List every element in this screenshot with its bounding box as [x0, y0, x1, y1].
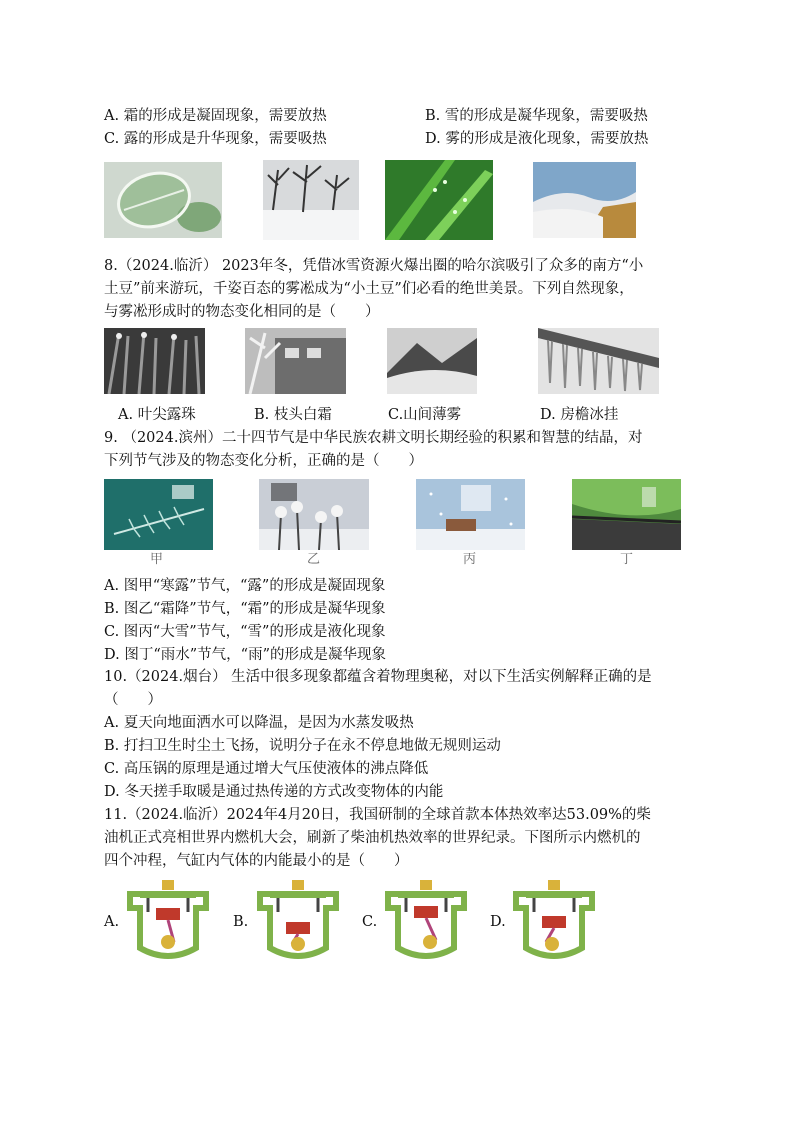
- q9-stem-line-1: 9. （2024.滨州）二十四节气是中华民族农耕文明长期经验的积累和智慧的结晶，对: [104, 430, 643, 446]
- q9-option-a: A. 图甲“寒露”节气，“露”的形成是凝固现象: [104, 578, 386, 594]
- q8-caption-c: C.山间薄雾: [388, 407, 462, 423]
- engine-stroke-d-diagram: [512, 878, 596, 964]
- icicles-photo: [538, 328, 659, 394]
- q9-option-c: C. 图丙“大雪”节气，“雪”的形成是液化现象: [104, 624, 386, 640]
- q10-option-c: C. 高压锅的原理是通过增大气压使液体的沸点降低: [104, 761, 429, 777]
- q8-caption-a: A. 叶尖露珠: [118, 407, 196, 423]
- q10-option-a: A. 夏天向地面洒水可以降温，是因为水蒸发吸热: [104, 715, 414, 731]
- q11-stem-line-3: 四个冲程，气缸内气体的内能最小的是（ ）: [104, 853, 409, 869]
- q10-option-d: D. 冬天搓手取暖是通过热传递的方式改变物体的内能: [104, 784, 444, 800]
- q9-stem-line-2: 下列节气涉及的物态变化分析，正确的是（ ）: [104, 453, 423, 469]
- q10-stem-end: （ ）: [104, 692, 162, 708]
- image-tag-jia: 甲: [150, 552, 164, 567]
- engine-stroke-b-diagram: [256, 878, 340, 964]
- great-snow-solar-term-image: [416, 479, 525, 550]
- snow-trees-photo: [263, 160, 359, 240]
- image-tag-ding: 丁: [620, 552, 634, 567]
- engine-stroke-a-diagram: [126, 878, 210, 964]
- q8-stem-line-3: 与雾凇形成时的物态变化相同的是（ ）: [104, 304, 380, 320]
- q9-option-b: B. 图乙“霜降”节气，“霜”的形成是凝华现象: [104, 601, 386, 617]
- q7-option-b: B. 雪的形成是凝华现象，需要吸热: [425, 108, 648, 124]
- cold-dew-solar-term-image: [104, 479, 213, 550]
- image-tag-bing: 丙: [463, 552, 477, 567]
- q8-caption-b: B. 枝头白霜: [254, 407, 332, 423]
- q11-stem-line-1: 11.（2024.临沂）2024年4月20日，我国研制的全球首款本体热效率达53.09%的柴: [104, 807, 651, 823]
- q10-stem-line-1: 10.（2024.烟台） 生活中很多现象都蕴含着物理奥秘，对以下生活实例解释正确的是: [104, 669, 652, 685]
- q10-option-b: B. 打扫卫生时尘土飞扬，说明分子在永不停息地做无规则运动: [104, 738, 501, 754]
- dew-drops-photo: [104, 328, 205, 394]
- frost-branch-photo: [245, 328, 346, 394]
- image-tag-yi: 乙: [307, 552, 321, 567]
- q9-option-d: D. 图丁“雨水”节气，“雨”的形成是凝华现象: [104, 647, 386, 663]
- engine-label-a: A.: [104, 914, 120, 930]
- q8-caption-d: D. 房檐冰挂: [540, 407, 619, 423]
- engine-label-b: B.: [233, 914, 249, 930]
- engine-label-d: D.: [490, 914, 506, 930]
- fog-mountain-photo: [533, 162, 636, 238]
- q8-stem-line-1: 8.（2024.临沂） 2023年冬，凭借冰雪资源火爆出圈的哈尔滨吸引了众多的南方“小: [104, 258, 644, 274]
- mountain-mist-photo: [387, 328, 477, 394]
- dew-grass-photo: [385, 160, 493, 240]
- frost-leaf-photo: [104, 162, 222, 238]
- q7-option-a: A. 霜的形成是凝固现象，需要放热: [104, 108, 327, 124]
- q8-stem-line-2: 土豆”前来游玩，千姿百态的雾凇成为“小土豆”们必看的绝世美景。下列自然现象，: [104, 281, 634, 297]
- rain-water-solar-term-image: [572, 479, 681, 550]
- q7-option-c: C. 露的形成是升华现象，需要吸热: [104, 131, 327, 147]
- engine-label-c: C.: [362, 914, 378, 930]
- q11-stem-line-2: 油机正式亮相世界内燃机大会，刷新了柴油机热效率的世界纪录。下图所示内燃机的: [104, 830, 641, 846]
- frost-descent-solar-term-image: [259, 479, 369, 550]
- q7-option-d: D. 雾的形成是液化现象，需要放热: [425, 131, 649, 147]
- engine-stroke-c-diagram: [384, 878, 468, 964]
